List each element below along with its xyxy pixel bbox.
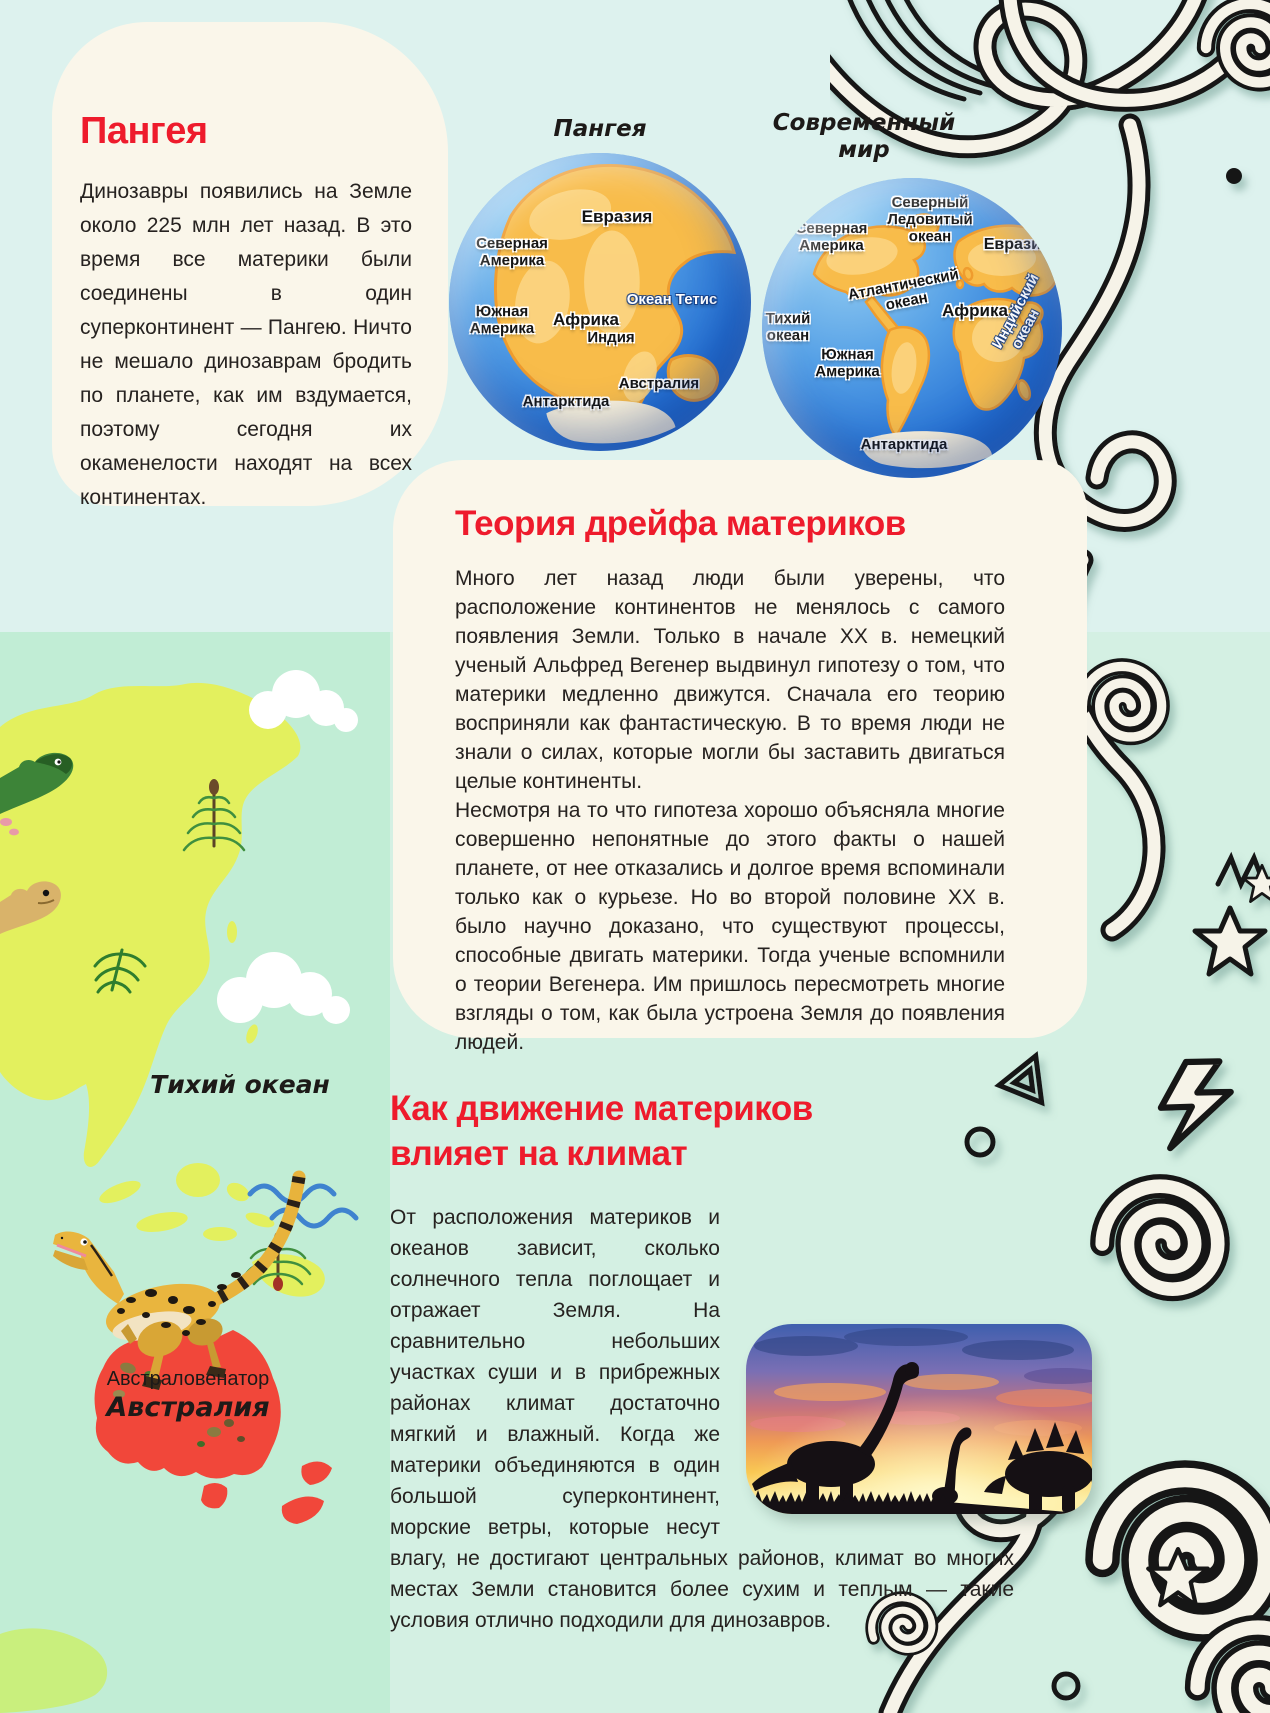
climate-title-line1: Как движение материков: [390, 1089, 813, 1128]
pangea-globe-sphere: [449, 153, 751, 451]
antarctica-corner: [0, 1628, 107, 1713]
arabia: [1018, 303, 1042, 326]
globe2-label-eurasia: Евразия: [983, 236, 1051, 253]
south-america: [882, 327, 929, 436]
pangea-globe: [440, 116, 760, 451]
drift-theory-card: [393, 460, 1087, 1054]
land-highlights: [823, 232, 1036, 395]
madagascar: [1016, 379, 1032, 401]
globe1-label-australia: Австралия: [618, 375, 700, 392]
modern-globe-sphere: [762, 178, 1062, 478]
climate-title: [390, 1086, 1014, 1176]
new-zealand-north: [301, 1461, 332, 1485]
pangaea-supercontinent: [495, 165, 734, 420]
pangea-globe-title: Пангея: [553, 116, 647, 142]
british-isles: [963, 267, 974, 281]
climate-paragraph: От расположения материков и океанов зависит, сколько солнечного тепла поглощает и отражает Земля. На сравнительно небольших участках суши и в прибрежных районах климат достаточно мягкий и влажный. Когда же материки объединяются в один большой суперконтинент, морские ветры, которые несут влагу, не достигают центральных районов, климат во многих местах Земли становится более сухим и теплым — такие условия отлично подходили для динозавров.: [390, 1206, 1014, 1632]
globe2-label-indian-ocean: Индийский океан: [988, 271, 1043, 352]
drift-theory-paragraph-2: Несмотря на то что гипотеза хорошо объясняла многие совершенно непонятные до этого факты о нашей планете, от нее отказались и долгое время вспоминали только как о курьезе. Но во второй половине XX в. было научно доказано, что существуют процессы, способные двигать материки. Тогда ученые вспомнили о теории Вегенера. Им пришлось пересмотреть многие взгляды о том, как была устроена Земля до появления людей.: [455, 799, 1005, 1054]
modern-globe-title: Современный мир: [772, 110, 956, 163]
australia-landmass: [668, 356, 717, 401]
antarctica: [862, 431, 992, 468]
globe1-label-antarctica: Антарктида: [522, 393, 610, 410]
globe1-label-india: Индия: [587, 329, 635, 346]
antarctica-landmass: [546, 401, 675, 444]
modern-world-globe: [752, 110, 1072, 478]
globe2-label-antarctica: Антарктида: [860, 436, 948, 453]
globe2-label-arctic-ocean: Северный Ледовитый океан: [887, 194, 973, 245]
globe1-label-north-america: Северная Америка: [476, 235, 548, 269]
africa: [954, 299, 1042, 409]
land-highlights: [509, 181, 663, 406]
prehistoric-map-illustration: [0, 632, 390, 1713]
pangea-card: [52, 22, 448, 509]
cloud: [217, 952, 350, 1024]
pacific-ocean-label: Тихий океан: [150, 1070, 330, 1099]
globe2-label-pacific-ocean: Тихий океан: [765, 310, 811, 344]
tasmania: [201, 1483, 227, 1508]
climate-section: [390, 1086, 1014, 1636]
new-zealand-south: [282, 1497, 324, 1524]
globe2-label-atlantic-ocean: Атлантический океан: [846, 265, 961, 314]
australia-label: Австралия: [106, 1392, 270, 1423]
australovenator-label: Австраловенатор: [106, 1368, 270, 1390]
climate-title-line2: влияет на климат: [390, 1134, 688, 1173]
globe2-label-north-america: Северная Америка: [795, 220, 868, 254]
central-america: [866, 296, 900, 336]
globe1-label-africa: Африка: [553, 310, 619, 329]
pangea-title: Пангея: [80, 110, 208, 152]
pangea-body: Динозавры появились на Земле около 225 млн лет назад. В это время все материки были соединены в один суперконтинент — Пангею. Ничто не мешало динозаврам бродить по планете, как им вздумается, поэтому сегодня их окаменелости находят на всех континентах.: [80, 180, 412, 509]
north-america: [814, 226, 925, 298]
dinosaur-sunset-photo: [746, 1324, 1092, 1514]
globe1-label-tethys-ocean: Океан Тетис: [626, 291, 718, 308]
cloud: [249, 670, 358, 732]
globe1-label-eurasia: Евразия: [581, 207, 653, 226]
map-artwork: [0, 632, 390, 1713]
modern-continents: [814, 215, 1059, 436]
globe1-label-south-america: Южная Америка: [469, 303, 535, 337]
drift-theory-paragraph-1: Много лет назад люди были уверены, что расположение континентов не менялось с самого появления Земли. Только в начале XX в. немецкий ученый Альфред Вегенер выдвинул гипотезу о том, что материки медленно движутся. Сначала его теорию восприняли как фантастическую. В то время люди не знали о силах, которые могли бы заставить двигаться целые континенты.: [455, 567, 1005, 793]
ireland: [957, 280, 963, 288]
drift-theory-title: Теория дрейфа материков: [455, 504, 906, 543]
greenland: [911, 215, 939, 238]
globe2-label-africa: Африка: [942, 301, 1008, 320]
globe2-label-south-america: Южная Америка: [815, 346, 880, 380]
